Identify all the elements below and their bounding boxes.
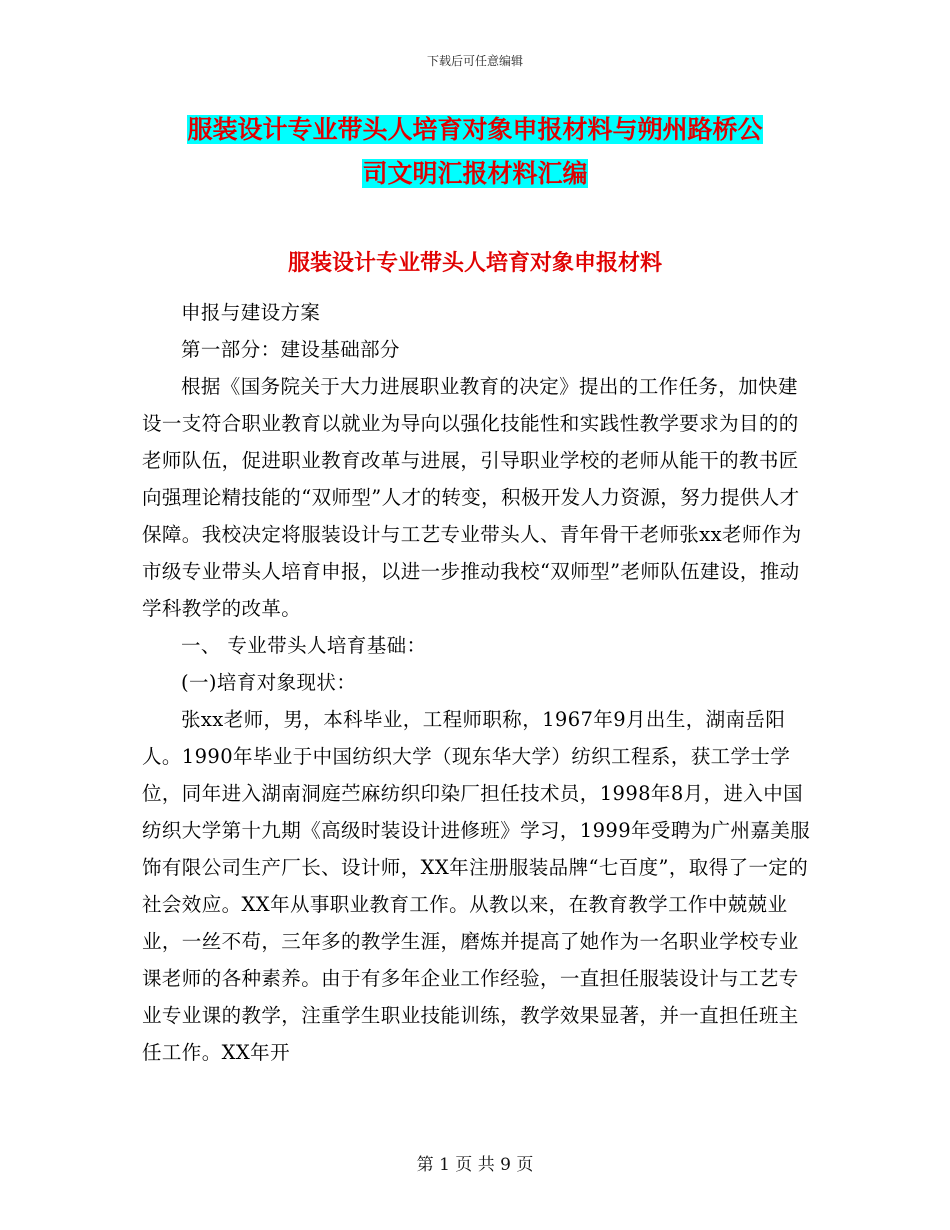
paragraph-candidate-profile: 张xx老师，男，本科毕业，工程师职称，1967年9月出生，湖南岳阳人。1990年毕业于中国纺织大学（现东华大学）纺织工程系，获工学士学位，同年进入湖南洞庭苎麻纺织印染厂担任技术员，1998年8月，进入中国纺织大学第十九期《高级时装设计进修班》学习，1999年受聘为广州嘉美服饰有限公司生产厂长、设计师，XX年注册服装品牌“七百度”，取得了一定的社会效应。XX年从事职业教育工作。从教以来，在教育教学工作中兢兢业业，一丝不苟，三年多的教学生涯，磨炼并提高了她作为一名职业学校专业课老师的各种素养。由于有多年企业工作经验，一直担任服装设计与工艺专业专业课的教学，注重学生职业技能训练，教学效果显著，并一直担任班主任工作。XX年开 bbox=[142, 708, 811, 1064]
document-title-line-2 bbox=[0, 157, 950, 191]
paragraph-intro: 根据《国务院关于大力进展职业教育的决定》提出的工作任务，加快建设一支符合职业教育以就业为导向以强化技能性和实践性教学要求为目的的老师队伍，促进职业教育改革与进展，引导职业学校的老师从能干的教书匠向强理论精技能的“双师型”人才的转变，积极开发人力资源，努力提供人才保障。我校决定将服装设计与工艺专业带头人、青年骨干老师张xx老师作为市级专业带头人培育申报，以进一步推动我校“双师型”老师队伍建设，推动学科教学的改革。 bbox=[142, 375, 802, 620]
document-title-text-2: 司文明汇报材料汇编 bbox=[362, 159, 588, 188]
header-note: 下载后可任意编辑 bbox=[426, 54, 523, 68]
paragraph-subsection-heading: (一)培育对象现状： bbox=[181, 671, 357, 694]
page-footer: 第 1 页 共 9 页 bbox=[416, 1155, 534, 1175]
paragraph-section-one-heading: 一、 专业带头人培育基础： bbox=[181, 634, 427, 657]
paragraph-plan-heading: 申报与建设方案 bbox=[181, 301, 321, 324]
document-body bbox=[142, 294, 812, 1071]
section-title: 服装设计专业带头人培育对象申报材料 bbox=[287, 250, 662, 276]
paragraph-part-one-heading: 第一部分：建设基础部分 bbox=[181, 338, 400, 361]
document-title-text-1: 服装设计专业带头人培育对象申报材料与朔州路桥公 bbox=[187, 115, 763, 144]
document-title-line-1 bbox=[0, 113, 950, 147]
